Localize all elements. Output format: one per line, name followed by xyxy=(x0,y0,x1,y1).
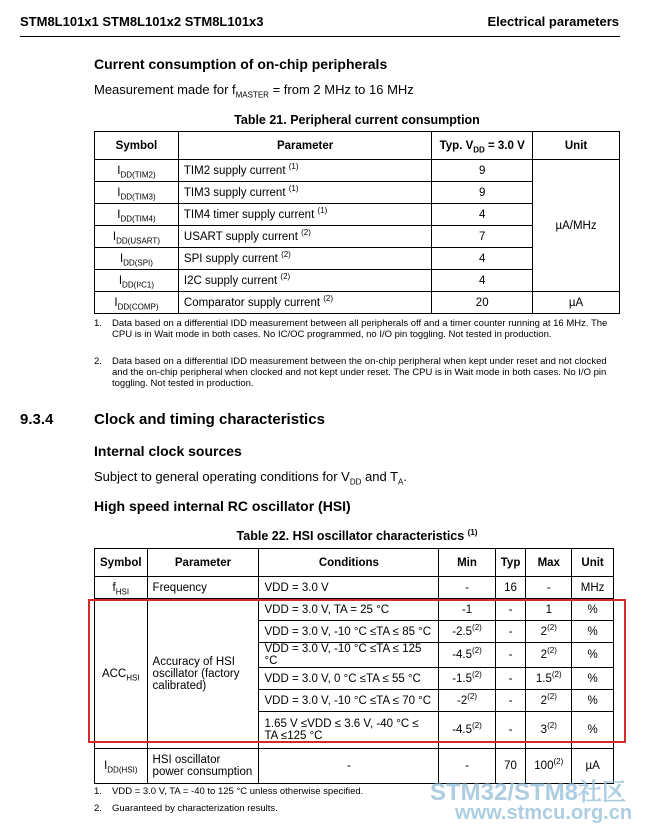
table21 xyxy=(94,131,620,314)
table22-footnote-1: 1. VDD = 3.0 V, TA = -40 to 125 °C unless otherwise specified. xyxy=(94,786,364,797)
parameter-cell: HSI oscillator power consumption xyxy=(147,749,259,784)
col-parameter: Parameter xyxy=(147,549,259,577)
acc-symbol-cell: $ACC_{HSI}$ xyxy=(95,599,148,749)
typ-cell: - xyxy=(495,621,526,643)
typ-cell: 70 xyxy=(495,749,526,784)
min-cell: -2.5$^{(2)}$ xyxy=(439,621,496,643)
typ-cell: 4 xyxy=(432,204,533,226)
internal-clock-heading: Internal clock sources xyxy=(94,443,242,459)
typ-cell: - xyxy=(495,643,526,668)
parameter-cell: SPI supply current $^{(2)}$ xyxy=(178,248,431,270)
typ-cell: 9 xyxy=(432,182,533,204)
min-cell: -1 xyxy=(439,599,496,621)
unit-cell: % xyxy=(572,621,614,643)
max-cell: - xyxy=(526,577,572,599)
watermark-title: STM32/STM8社区 xyxy=(430,779,627,806)
max-cell: 1 xyxy=(526,599,572,621)
conditions-cell: - xyxy=(259,749,439,784)
typ-cell: - xyxy=(495,599,526,621)
conditions-cell: 1.65 V ≤VDD ≤ 3.6 V, -40 °C ≤ TA ≤125 °C xyxy=(259,712,439,749)
conditions-cell: VDD = 3.0 V xyxy=(259,577,439,599)
header-section-title: Electrical parameters xyxy=(487,14,619,29)
table21-caption: Table 21. Peripheral current consumption xyxy=(234,113,480,127)
table21-footnote-2: 2. Data based on a differential IDD measurement between the on-chip peripheral when kept under reset and not clocked and the on-chip peripheral when clocked and not kept under reset. The CPU is in Wait mode in both cases. No I/O pin toggling. Not tested in production. xyxy=(94,356,607,389)
symbol-cell: $f_{HSI}$ xyxy=(95,577,148,599)
typ-cell: - xyxy=(495,712,526,749)
header-doc-title: STM8L101x1 STM8L101x2 STM8L101x3 xyxy=(20,14,264,29)
hsi-heading: High speed internal RC oscillator (HSI) xyxy=(94,498,351,514)
typ-cell: - xyxy=(495,690,526,712)
table22-footnote-2: 2. Guaranteed by characterization results. xyxy=(94,803,278,814)
min-cell: -4.5$^{(2)}$ xyxy=(439,712,496,749)
conditions-cell: VDD = 3.0 V, -10 °C ≤TA ≤ 85 °C xyxy=(259,621,439,643)
unit-cell: % xyxy=(572,599,614,621)
parameter-cell: TIM4 timer supply current $^{(1)}$ xyxy=(178,204,431,226)
typ-cell: 9 xyxy=(432,160,533,182)
symbol-cell: $I_{DD(USART)}$ xyxy=(95,226,179,248)
typ-cell: 7 xyxy=(432,226,533,248)
parameter-cell: Frequency xyxy=(147,577,259,599)
typ-cell: 4 xyxy=(432,270,533,292)
max-cell: 2$^{(2)}$ xyxy=(526,643,572,668)
min-cell: -4.5$^{(2)}$ xyxy=(439,643,496,668)
unit-merged-cell: µA/MHz xyxy=(533,160,620,292)
operating-conditions-note: Subject to general operating conditions for $V_{DD}$ and $T_A$. xyxy=(94,469,407,487)
section-title: Clock and timing characteristics xyxy=(94,411,325,428)
typ-cell: 20 xyxy=(432,292,533,314)
unit-cell: % xyxy=(572,668,614,690)
symbol-cell: $I_{DD(TIM4)}$ xyxy=(95,204,179,226)
max-cell: 2$^{(2)}$ xyxy=(526,621,572,643)
section-number: 9.3.4 xyxy=(20,411,54,428)
typ-cell: 16 xyxy=(495,577,526,599)
max-cell: 100$^{(2)}$ xyxy=(526,749,572,784)
table-row xyxy=(95,577,614,599)
table-row xyxy=(95,292,620,314)
acc-parameter-cell: Accuracy of HSI oscillator (factory calibrated) xyxy=(147,599,259,749)
table22-header-row xyxy=(95,549,614,577)
col-unit: Unit xyxy=(572,549,614,577)
unit-cell: % xyxy=(572,690,614,712)
watermark-url: www.stmcu.org.cn xyxy=(455,802,633,824)
col-symbol: Symbol xyxy=(95,132,179,160)
symbol-cell: $I_{DD(TIM2)}$ xyxy=(95,160,179,182)
col-typ: Typ xyxy=(495,549,526,577)
symbol-cell: $I_{DD(COMP)}$ xyxy=(95,292,179,314)
symbol-cell: $I_{DD(SPI)}$ xyxy=(95,248,179,270)
max-cell: 1.5$^{(2)}$ xyxy=(526,668,572,690)
col-symbol: Symbol xyxy=(95,549,148,577)
parameter-cell: Comparator supply current $^{(2)}$ xyxy=(178,292,431,314)
parameter-cell: I2C supply current $^{(2)}$ xyxy=(178,270,431,292)
highlight-box xyxy=(88,599,626,743)
conditions-cell: VDD = 3.0 V, 0 °C ≤TA ≤ 55 °C xyxy=(259,668,439,690)
parameter-cell: TIM2 supply current $^{(1)}$ xyxy=(178,160,431,182)
unit-cell: µA xyxy=(572,749,614,784)
max-cell: 3$^{(2)}$ xyxy=(526,712,572,749)
periph-measure-note: Measurement made for $f_{MASTER}$ = from 2 MHz to 16 MHz xyxy=(94,82,414,100)
min-cell: - xyxy=(439,749,496,784)
max-cell: 2$^{(2)}$ xyxy=(526,690,572,712)
symbol-cell: $I_{DD(TIM3)}$ xyxy=(95,182,179,204)
col-parameter: Parameter xyxy=(178,132,431,160)
min-cell: -2$^{(2)}$ xyxy=(439,690,496,712)
col-conditions: Conditions xyxy=(259,549,439,577)
min-cell: - xyxy=(439,577,496,599)
conditions-cell: VDD = 3.0 V, -10 °C ≤TA ≤ 125 °C xyxy=(259,643,439,668)
unit-cell: % xyxy=(572,643,614,668)
symbol-cell: $I_{DD(I^2C1)}$ xyxy=(95,270,179,292)
table21-header-row xyxy=(95,132,620,160)
unit-cell: µA xyxy=(533,292,620,314)
table22-caption: Table 22. HSI oscillator characteristics $^{(1)}$ xyxy=(236,527,478,543)
col-typ: Typ. $V_{DD} = 3.0$ V xyxy=(432,132,533,160)
unit-cell: MHz xyxy=(572,577,614,599)
table-row xyxy=(95,160,620,182)
col-unit: Unit xyxy=(533,132,620,160)
min-cell: -1.5$^{(2)}$ xyxy=(439,668,496,690)
typ-cell: 4 xyxy=(432,248,533,270)
typ-cell: - xyxy=(495,668,526,690)
col-min: Min xyxy=(439,549,496,577)
conditions-cell: VDD = 3.0 V, TA = 25 °C xyxy=(259,599,439,621)
table21-footnote-1: 1. Data based on a differential IDD measurement between all peripherals off and a timer counter running at 16 MHz. The CPU is in Wait mode in both cases. No IC/OC programmed, no I/O pin toggling. Not tested in production. xyxy=(94,318,608,340)
col-max: Max xyxy=(526,549,572,577)
symbol-cell: $I_{DD(HSI)}$ xyxy=(95,749,148,784)
header-rule xyxy=(20,36,620,37)
periph-heading: Current consumption of on-chip peripherals xyxy=(94,56,388,72)
unit-cell: % xyxy=(572,712,614,749)
parameter-cell: TIM3 supply current $^{(1)}$ xyxy=(178,182,431,204)
parameter-cell: USART supply current $^{(2)}$ xyxy=(178,226,431,248)
conditions-cell: VDD = 3.0 V, -10 °C ≤TA ≤ 70 °C xyxy=(259,690,439,712)
